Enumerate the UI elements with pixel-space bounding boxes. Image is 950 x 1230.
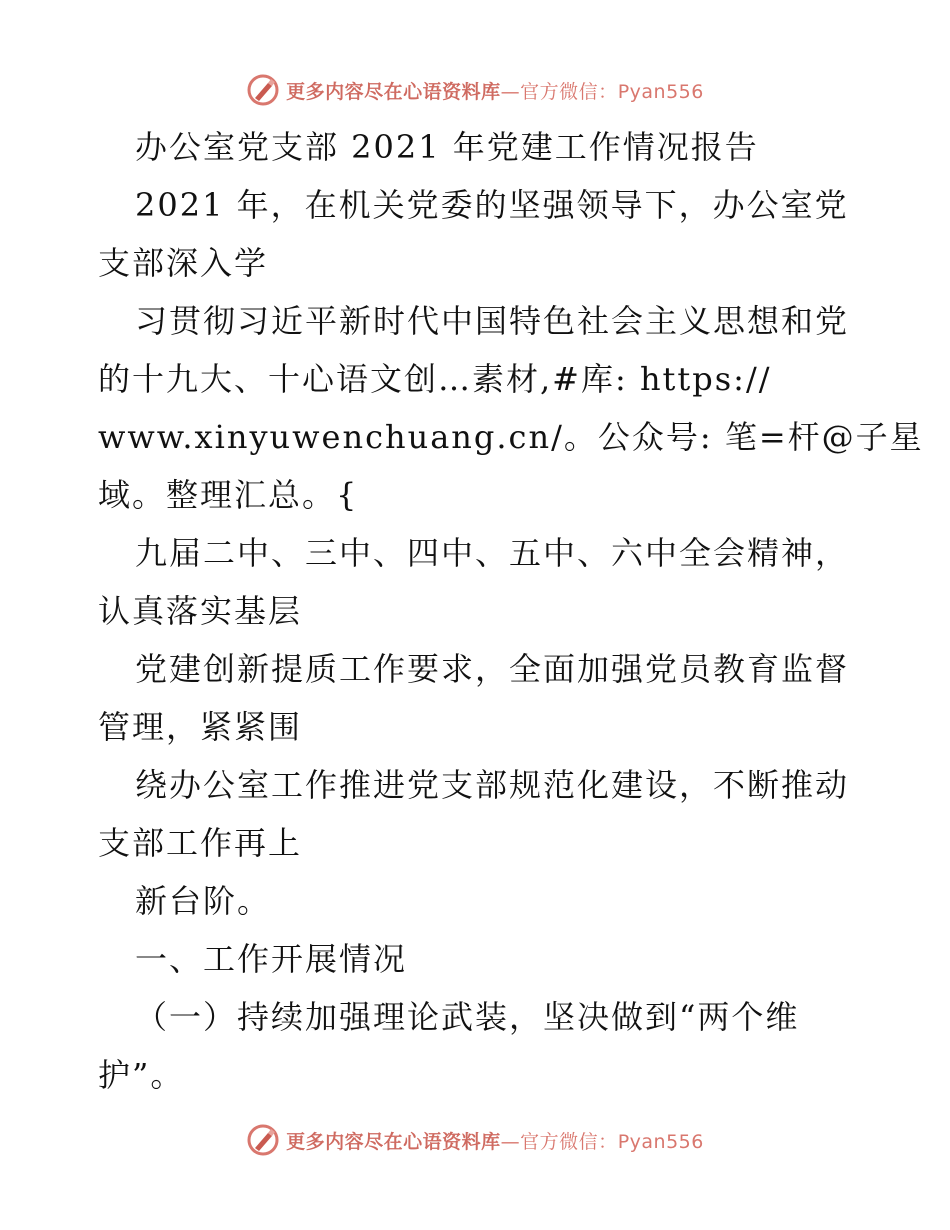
document-line: （一）持续加强理论武装，坚决做到“两个维 — [135, 998, 800, 1036]
document-line: www.xinyuwenchuang.cn/。公众号: 笔=杆@子星 — [98, 418, 924, 456]
document-line: 一、工作开展情况 — [135, 940, 408, 978]
banner-text — [286, 77, 704, 104]
banner-official: 官方微信： — [520, 1130, 618, 1153]
document-body — [98, 118, 924, 1104]
document-line: 办公室党支部 2021 年党建工作情况报告 — [135, 128, 759, 166]
banner-brand: 更多内容尽在心语资料库 — [286, 1130, 501, 1153]
document-line: 支部深入学 — [98, 244, 269, 282]
banner-wechat-id: Pyan556 — [617, 80, 704, 103]
banner-brand: 更多内容尽在心语资料库 — [286, 80, 501, 103]
document-line: 习贯彻习近平新时代中国特色社会主义思想和党 — [135, 302, 850, 340]
document-line: 的十九大、十心语文创…素材,#库: https:// — [98, 360, 772, 398]
document-line: 认真落实基层 — [98, 592, 303, 630]
document-line: 2021 年，在机关党委的坚强领导下，办公室党 — [135, 186, 849, 224]
banner-dash: — — [500, 80, 521, 103]
header-watermark-banner — [0, 70, 950, 110]
banner-dash: — — [500, 1130, 521, 1153]
document-line: 支部工作再上 — [98, 824, 303, 862]
document-line: 绕办公室工作推进党支部规范化建设，不断推动 — [135, 766, 850, 804]
banner-official: 官方微信： — [520, 80, 618, 103]
document-line: 域。整理汇总。{ — [98, 476, 359, 514]
document-line: 党建创新提质工作要求，全面加强党员教育监督 — [135, 650, 850, 688]
document-line: 护”。 — [98, 1056, 185, 1094]
pen-logo-icon — [246, 1123, 280, 1157]
banner-text — [286, 1127, 704, 1154]
document-line: 九届二中、三中、四中、五中、六中全会精神， — [135, 534, 850, 572]
footer-watermark-banner — [0, 1120, 950, 1160]
document-line: 管理，紧紧围 — [98, 708, 303, 746]
pen-logo-icon — [246, 73, 280, 107]
document-line: 新台阶。 — [135, 882, 272, 920]
banner-wechat-id: Pyan556 — [617, 1130, 704, 1153]
